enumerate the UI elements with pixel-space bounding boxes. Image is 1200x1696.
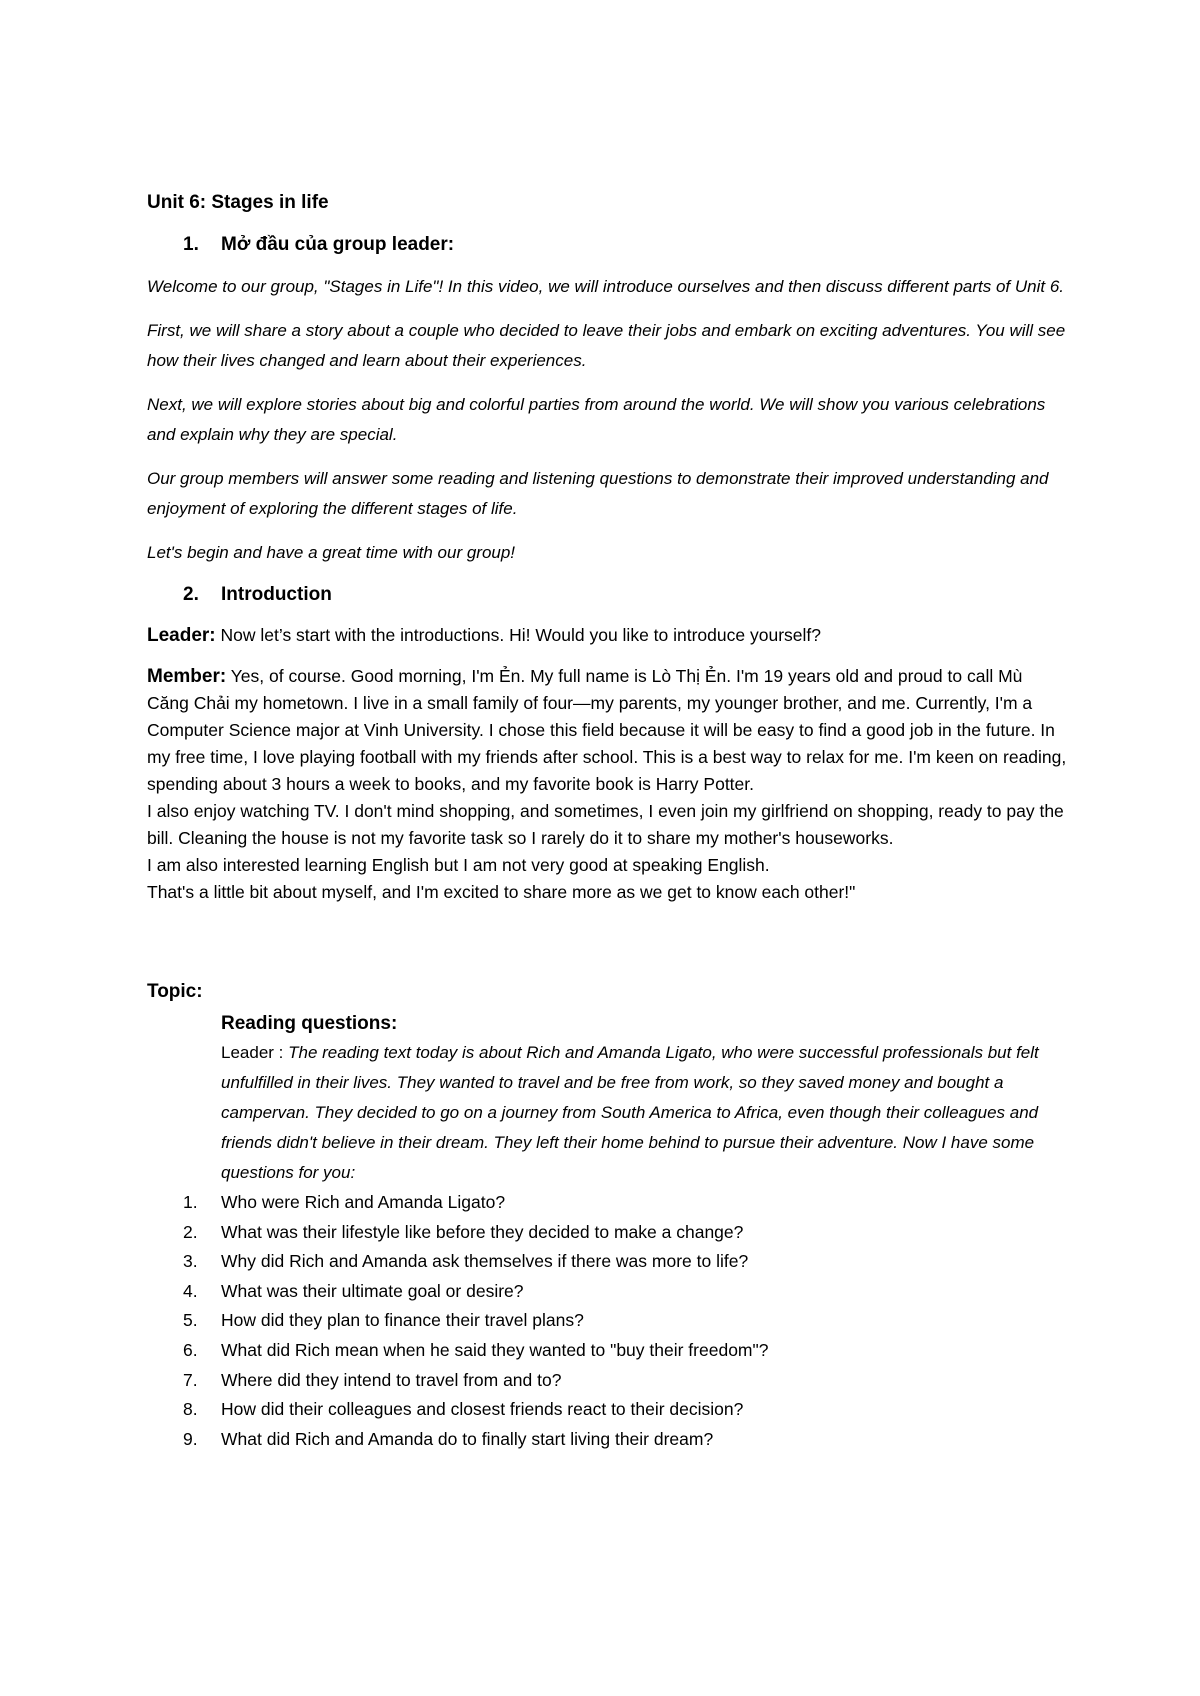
member-dialogue-text: I also enjoy watching TV. I don't mind shopping, and sometimes, I even join my girlfriend on shopping, ready to pay the bill. Cleaning the house is not my favorite task so I rarely do it to share my mother's houseworks.	[147, 801, 1064, 848]
question-text: Who were Rich and Amanda Ligato?	[221, 1192, 506, 1212]
question-number: 5.	[183, 1310, 198, 1331]
section-number: 2.	[183, 584, 199, 605]
section-title: Mở đầu của group leader:	[221, 234, 455, 255]
question-item	[147, 1306, 1067, 1336]
leader-dialogue	[147, 622, 1067, 649]
member-dialogue-text: I am also interested learning English but I am not very good at speaking English.	[147, 855, 770, 875]
section-heading-introduction	[147, 582, 1067, 608]
question-number: 8.	[183, 1399, 198, 1420]
question-text: Where did they intend to travel from and to?	[221, 1369, 562, 1390]
reading-lead: Leader :	[221, 1043, 284, 1062]
question-text: How did they plan to finance their travel plans?	[221, 1310, 584, 1331]
question-item	[147, 1188, 1067, 1218]
question-item	[147, 1395, 1067, 1425]
question-item	[147, 1425, 1067, 1455]
question-item	[147, 1218, 1067, 1248]
question-item	[147, 1247, 1067, 1277]
question-list	[147, 1188, 1067, 1454]
reading-body: The reading text today is about Rich and Amanda Ligato, who were successful professionals but felt unfulfilled in their lives. They wanted to travel and be free from work, so they saved money and bought a campervan. They decided to go on a journey from South America to Africa, even though their colleagues and friends didn't believe in their dream. They left their home behind to pursue their adventure. Now I have some questions for you:	[221, 1043, 1039, 1182]
question-number: 1.	[183, 1192, 198, 1212]
question-text: What did Rich and Amanda do to finally start living their dream?	[221, 1428, 714, 1449]
question-number: 7.	[183, 1369, 198, 1390]
member-speaker-label: Member:	[147, 666, 227, 687]
section-number: 1.	[183, 234, 199, 255]
intro-paragraph: Next, we will explore stories about big and colorful parties from around the world. We will show you various celebrations and explain why they are special.	[147, 395, 1046, 444]
topic-label: Topic:	[147, 981, 203, 1002]
section-title: Introduction	[221, 584, 332, 605]
question-text: What was their ultimate goal or desire?	[221, 1280, 524, 1301]
intro-paragraph: Welcome to our group, "Stages in Life"! In this video, we will introduce ourselves and then discuss different parts of Unit 6.	[147, 277, 1065, 296]
question-item	[147, 1277, 1067, 1307]
member-dialogue	[147, 663, 1067, 906]
question-number: 6.	[183, 1339, 198, 1360]
question-number: 9.	[183, 1428, 198, 1449]
leader-dialogue-text: Now let’s start with the introductions. Hi! Would you like to introduce yourself?	[220, 625, 821, 645]
section-heading-opening	[147, 232, 1067, 258]
question-text: What did Rich mean when he said they wanted to "buy their freedom"?	[221, 1339, 769, 1360]
document-page	[147, 190, 1067, 1454]
question-number: 3.	[183, 1251, 198, 1272]
member-dialogue-text: Yes, of course. Good morning, I'm Ẻn. My full name is Lò Thị Ẻn. I'm 19 years old and proud to call Mù Căng Chải my hometown. I live in a small family of four—my parents, my younger brother, and me. Currently, I'm a Computer Science major at Vinh University. I chose this field because it will be easy to find a good job in the future. In my free time, I love playing football with my friends after school. This is a best way to relax for me. I'm keen on reading, spending about 3 hours a week to books, and my favorite book is Harry Potter.	[147, 666, 1067, 794]
intro-paragraph: Our group members will answer some reading and listening questions to demonstrate their improved understanding and enjoyment of exploring the different stages of life.	[147, 469, 1049, 518]
reading-block	[147, 1010, 1067, 1188]
question-number: 2.	[183, 1221, 198, 1242]
document-title: Unit 6: Stages in life	[147, 192, 329, 213]
leader-speaker-label: Leader:	[147, 625, 216, 646]
question-text: What was their lifestyle like before they decided to make a change?	[221, 1221, 744, 1242]
question-item	[147, 1336, 1067, 1366]
question-text: How did their colleagues and closest friends react to their decision?	[221, 1399, 744, 1420]
intro-paragraph: First, we will share a story about a couple who decided to leave their jobs and embark on exciting adventures. You will see how their lives changed and learn about their experiences.	[147, 321, 1066, 370]
question-text: Why did Rich and Amanda ask themselves if there was more to life?	[221, 1251, 749, 1272]
reading-text	[221, 1038, 1067, 1188]
intro-paragraph: Let's begin and have a great time with our group!	[147, 543, 516, 562]
question-number: 4.	[183, 1280, 198, 1301]
question-item	[147, 1366, 1067, 1396]
reading-heading: Reading questions:	[221, 1013, 398, 1034]
member-dialogue-text: That's a little bit about myself, and I'm excited to share more as we get to know each other!"	[147, 882, 856, 902]
